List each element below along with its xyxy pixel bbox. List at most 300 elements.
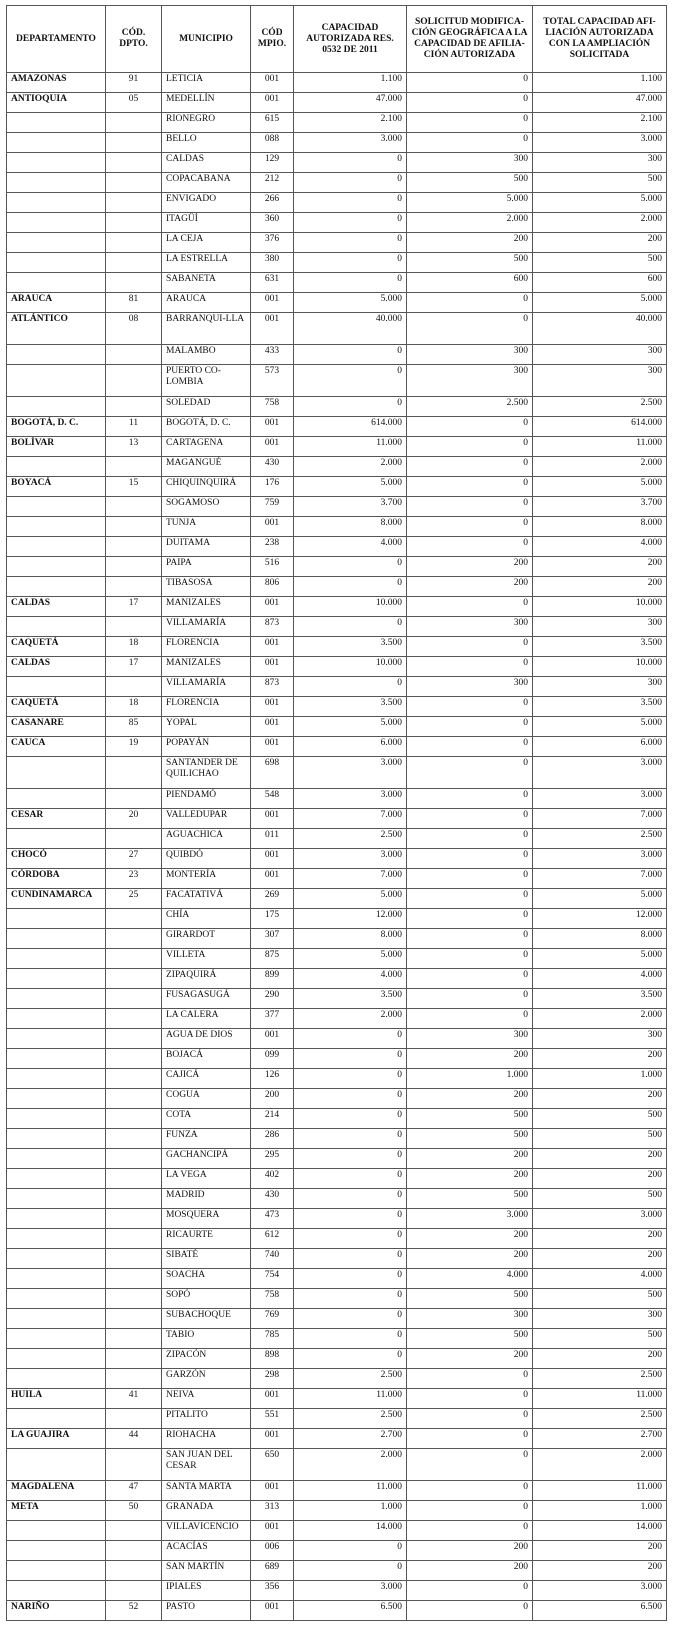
total-cell: 2.000 [533, 1449, 667, 1481]
table-row [7, 969, 667, 989]
total-cell: 200 [533, 1541, 667, 1561]
cod-dpto-cell [106, 1541, 162, 1561]
solicitud-cell: 0 [407, 1601, 533, 1621]
cod-mpio-cell: 758 [251, 1289, 294, 1309]
cod-mpio-cell: 001 [251, 869, 294, 889]
departamento-cell [7, 1249, 106, 1269]
capacidad-cell: 0 [294, 1229, 407, 1249]
total-cell: 300 [533, 1029, 667, 1049]
total-cell: 2.500 [533, 829, 667, 849]
total-cell: 5.000 [533, 717, 667, 737]
municipio-cell: BARRANQUI-LLA [162, 313, 251, 345]
capacidad-cell: 614.000 [294, 417, 407, 437]
table-row [7, 577, 667, 597]
total-cell: 5.000 [533, 949, 667, 969]
solicitud-cell: 300 [407, 617, 533, 637]
municipio-cell: LA CALERA [162, 1009, 251, 1029]
departamento-cell [7, 345, 106, 365]
total-cell: 3.000 [533, 789, 667, 809]
municipio-cell: CALDAS [162, 153, 251, 173]
solicitud-cell: 0 [407, 133, 533, 153]
cod-dpto-cell [106, 757, 162, 789]
departamento-cell [7, 1409, 106, 1429]
cod-mpio-cell: 380 [251, 253, 294, 273]
municipio-cell: COGUA [162, 1089, 251, 1109]
capacidad-cell: 5.000 [294, 889, 407, 909]
capacidad-cell: 0 [294, 365, 407, 397]
departamento-cell [7, 1449, 106, 1481]
capacidad-cell: 0 [294, 1049, 407, 1069]
capacidad-cell: 0 [294, 1029, 407, 1049]
cod-dpto-cell [106, 617, 162, 637]
solicitud-cell: 0 [407, 457, 533, 477]
cod-dpto-cell [106, 365, 162, 397]
capacidad-cell: 8.000 [294, 929, 407, 949]
municipio-cell: PITALITO [162, 1409, 251, 1429]
cod-mpio-cell: 769 [251, 1309, 294, 1329]
total-cell: 1.100 [533, 73, 667, 93]
departamento-cell [7, 1229, 106, 1249]
cod-dpto-cell [106, 677, 162, 697]
table-row [7, 477, 667, 497]
table-row [7, 213, 667, 233]
table-row [7, 1269, 667, 1289]
municipio-cell: AGUACHICA [162, 829, 251, 849]
solicitud-cell: 0 [407, 477, 533, 497]
total-cell: 1.000 [533, 1501, 667, 1521]
cod-mpio-cell: 212 [251, 173, 294, 193]
solicitud-cell: 600 [407, 273, 533, 293]
municipio-cell: SAN MARTÍN [162, 1561, 251, 1581]
municipio-cell: VILLETA [162, 949, 251, 969]
total-cell: 200 [533, 1089, 667, 1109]
cod-mpio-cell: 875 [251, 949, 294, 969]
capacidad-cell: 0 [294, 345, 407, 365]
total-cell: 500 [533, 1289, 667, 1309]
capacidad-cell: 3.500 [294, 697, 407, 717]
municipio-cell: POPAYÁN [162, 737, 251, 757]
table-row [7, 989, 667, 1009]
cod-dpto-cell [106, 173, 162, 193]
solicitud-cell: 0 [407, 293, 533, 313]
table-row [7, 1449, 667, 1481]
capacidad-cell: 14.000 [294, 1521, 407, 1541]
table-row [7, 1561, 667, 1581]
solicitud-cell: 500 [407, 173, 533, 193]
municipio-cell: DUITAMA [162, 537, 251, 557]
table-row [7, 417, 667, 437]
capacidad-cell: 7.000 [294, 869, 407, 889]
municipio-cell: MANIZALES [162, 597, 251, 617]
total-cell: 4.000 [533, 537, 667, 557]
table-row [7, 1249, 667, 1269]
solicitud-cell: 200 [407, 1149, 533, 1169]
capacidad-cell: 3.000 [294, 849, 407, 869]
capacidad-cell: 2.500 [294, 1369, 407, 1389]
solicitud-cell: 200 [407, 1249, 533, 1269]
total-cell: 2.000 [533, 1009, 667, 1029]
municipio-cell: PUERTO CO-LOMBIA [162, 365, 251, 397]
cod-dpto-cell [106, 557, 162, 577]
cod-mpio-cell: 899 [251, 969, 294, 989]
total-cell: 300 [533, 365, 667, 397]
solicitud-cell: 0 [407, 1481, 533, 1501]
table-row [7, 1009, 667, 1029]
total-cell: 47.000 [533, 93, 667, 113]
municipio-cell: FUNZA [162, 1129, 251, 1149]
capacidad-cell: 7.000 [294, 809, 407, 829]
table-row [7, 1109, 667, 1129]
capacidad-cell: 0 [294, 173, 407, 193]
table-row [7, 293, 667, 313]
total-cell: 4.000 [533, 969, 667, 989]
cod-mpio-cell: 001 [251, 293, 294, 313]
solicitud-cell: 0 [407, 889, 533, 909]
solicitud-cell: 0 [407, 757, 533, 789]
departamento-cell [7, 1049, 106, 1069]
capacidad-cell: 5.000 [294, 477, 407, 497]
solicitud-cell: 0 [407, 849, 533, 869]
table-row [7, 757, 667, 789]
municipio-cell: YOPAL [162, 717, 251, 737]
solicitud-cell: 0 [407, 869, 533, 889]
cod-dpto-cell [106, 133, 162, 153]
total-cell: 200 [533, 577, 667, 597]
solicitud-cell: 0 [407, 929, 533, 949]
municipio-cell: CARTAGENA [162, 437, 251, 457]
solicitud-cell: 0 [407, 809, 533, 829]
departamento-cell: BOLÍVAR [7, 437, 106, 457]
solicitud-cell: 0 [407, 717, 533, 737]
cod-mpio-cell: 430 [251, 457, 294, 477]
municipio-cell: VILLAVICENCIO [162, 1521, 251, 1541]
capacidad-cell: 0 [294, 153, 407, 173]
cod-dpto-cell: 17 [106, 597, 162, 617]
departamento-cell [7, 789, 106, 809]
municipio-cell: QUIBDÓ [162, 849, 251, 869]
solicitud-cell: 0 [407, 829, 533, 849]
solicitud-cell: 3.000 [407, 1209, 533, 1229]
municipio-cell: MALAMBO [162, 345, 251, 365]
capacidad-cell: 0 [294, 617, 407, 637]
total-cell: 3.000 [533, 1581, 667, 1601]
departamento-cell: MAGDALENA [7, 1481, 106, 1501]
capacidad-cell: 4.000 [294, 969, 407, 989]
header-solicitud-modificacion: SOLICITUD MODIFICA-CIÓN GEOGRÁFICA A LA CAPACIDAD DE AFILIA-CIÓN AUTORIZADA [407, 6, 533, 73]
table-row [7, 437, 667, 457]
capacidad-cell: 3.500 [294, 637, 407, 657]
cod-dpto-cell [106, 577, 162, 597]
cod-dpto-cell [106, 1189, 162, 1209]
departamento-cell: HUILA [7, 1389, 106, 1409]
cod-mpio-cell: 376 [251, 233, 294, 253]
cod-mpio-cell: 001 [251, 1521, 294, 1541]
table-row [7, 849, 667, 869]
departamento-cell [7, 1149, 106, 1169]
solicitud-cell: 500 [407, 1129, 533, 1149]
solicitud-cell: 0 [407, 789, 533, 809]
departamento-cell [7, 253, 106, 273]
municipio-cell: RICAURTE [162, 1229, 251, 1249]
municipio-cell: MAGANGUÉ [162, 457, 251, 477]
cod-dpto-cell [106, 1289, 162, 1309]
capacidad-cell: 6.500 [294, 1601, 407, 1621]
cod-mpio-cell: 573 [251, 365, 294, 397]
cod-dpto-cell [106, 1129, 162, 1149]
capacidad-cell: 10.000 [294, 657, 407, 677]
departamento-cell [7, 173, 106, 193]
capacidad-cell: 1.100 [294, 73, 407, 93]
cod-mpio-cell: 200 [251, 1089, 294, 1109]
municipio-cell: IPIALES [162, 1581, 251, 1601]
municipio-cell: PAIPA [162, 557, 251, 577]
departamento-cell [7, 1561, 106, 1581]
capacidad-cell: 6.000 [294, 737, 407, 757]
table-row [7, 889, 667, 909]
cod-mpio-cell: 001 [251, 517, 294, 537]
cod-dpto-cell: 41 [106, 1389, 162, 1409]
capacidad-cell: 8.000 [294, 517, 407, 537]
municipio-cell: SAN JUAN DEL CESAR [162, 1449, 251, 1481]
capacidad-cell: 0 [294, 1209, 407, 1229]
capacidad-cell: 11.000 [294, 1481, 407, 1501]
solicitud-cell: 4.000 [407, 1269, 533, 1289]
municipio-cell: ARAUCA [162, 293, 251, 313]
cod-mpio-cell: 307 [251, 929, 294, 949]
cod-dpto-cell [106, 253, 162, 273]
table-row [7, 73, 667, 93]
solicitud-cell: 0 [407, 989, 533, 1009]
total-cell: 2.100 [533, 113, 667, 133]
solicitud-cell: 200 [407, 1049, 533, 1069]
total-cell: 14.000 [533, 1521, 667, 1541]
cod-dpto-cell [106, 1209, 162, 1229]
municipio-cell: BELLO [162, 133, 251, 153]
table-row [7, 809, 667, 829]
cod-mpio-cell: 295 [251, 1149, 294, 1169]
total-cell: 300 [533, 153, 667, 173]
solicitud-cell: 0 [407, 113, 533, 133]
cod-dpto-cell: 18 [106, 637, 162, 657]
capacidad-cell: 2.000 [294, 1009, 407, 1029]
departamento-cell [7, 757, 106, 789]
departamento-cell: CESAR [7, 809, 106, 829]
table-row [7, 869, 667, 889]
total-cell: 5.000 [533, 889, 667, 909]
cod-mpio-cell: 286 [251, 1129, 294, 1149]
total-cell: 8.000 [533, 929, 667, 949]
municipio-cell: COPACABANA [162, 173, 251, 193]
capacidad-cell: 0 [294, 1249, 407, 1269]
header-total-capacidad: TOTAL CAPACIDAD AFI-LIACIÓN AUTORIZADA CON LA AMPLIACIÓN SOLICITADA [533, 6, 667, 73]
table-row [7, 1189, 667, 1209]
table-row [7, 233, 667, 253]
total-cell: 200 [533, 1169, 667, 1189]
total-cell: 3.000 [533, 133, 667, 153]
cod-mpio-cell: 001 [251, 1389, 294, 1409]
capacidad-cell: 0 [294, 1269, 407, 1289]
cod-mpio-cell: 650 [251, 1449, 294, 1481]
cod-dpto-cell [106, 1561, 162, 1581]
departamento-cell: BOYACÁ [7, 477, 106, 497]
total-cell: 3.000 [533, 1209, 667, 1229]
municipio-cell: ACACÍAS [162, 1541, 251, 1561]
municipio-cell: FUSAGASUGÁ [162, 989, 251, 1009]
municipio-cell: MEDELLÍN [162, 93, 251, 113]
total-cell: 11.000 [533, 1389, 667, 1409]
municipio-cell: PIENDAMÓ [162, 789, 251, 809]
cod-dpto-cell: 47 [106, 1481, 162, 1501]
departamento-cell [7, 233, 106, 253]
capacidad-cell: 0 [294, 677, 407, 697]
cod-mpio-cell: 430 [251, 1189, 294, 1209]
municipio-cell: ZIPAQUIRÁ [162, 969, 251, 989]
capacidad-cell: 0 [294, 1561, 407, 1581]
table-row [7, 657, 667, 677]
cod-mpio-cell: 001 [251, 737, 294, 757]
table-row [7, 1329, 667, 1349]
cod-mpio-cell: 001 [251, 637, 294, 657]
departamento-cell [7, 1581, 106, 1601]
solicitud-cell: 200 [407, 577, 533, 597]
total-cell: 5.000 [533, 293, 667, 313]
table-row [7, 1049, 667, 1069]
table-row [7, 909, 667, 929]
cod-dpto-cell: 15 [106, 477, 162, 497]
municipio-cell: SANTANDER DE QUILICHAO [162, 757, 251, 789]
solicitud-cell: 0 [407, 697, 533, 717]
capacidad-cell: 5.000 [294, 717, 407, 737]
cod-mpio-cell: 001 [251, 417, 294, 437]
cod-mpio-cell: 175 [251, 909, 294, 929]
municipio-cell: GACHANCIPÁ [162, 1149, 251, 1169]
capacidad-cell: 2.000 [294, 1449, 407, 1481]
table-row [7, 1309, 667, 1329]
table-row [7, 365, 667, 397]
cod-dpto-cell: 18 [106, 697, 162, 717]
departamento-cell [7, 1109, 106, 1129]
cod-mpio-cell: 001 [251, 93, 294, 113]
capacidad-cell: 3.700 [294, 497, 407, 517]
cod-dpto-cell [106, 829, 162, 849]
total-cell: 5.000 [533, 477, 667, 497]
total-cell: 200 [533, 1249, 667, 1269]
header-cod-dpto: CÓD. DPTO. [106, 6, 162, 73]
municipio-cell: VALLEDUPAR [162, 809, 251, 829]
cod-dpto-cell [106, 193, 162, 213]
table-row [7, 1209, 667, 1229]
departamento-cell [7, 1029, 106, 1049]
departamento-cell [7, 1169, 106, 1189]
cod-dpto-cell: 50 [106, 1501, 162, 1521]
solicitud-cell: 0 [407, 637, 533, 657]
departamento-cell [7, 909, 106, 929]
cod-mpio-cell: 001 [251, 1601, 294, 1621]
total-cell: 7.000 [533, 869, 667, 889]
table-row [7, 1029, 667, 1049]
departamento-cell: CAUCA [7, 737, 106, 757]
total-cell: 200 [533, 1561, 667, 1581]
capacidad-cell: 10.000 [294, 597, 407, 617]
cod-dpto-cell [106, 1089, 162, 1109]
total-cell: 1.000 [533, 1069, 667, 1089]
solicitud-cell: 200 [407, 1561, 533, 1581]
solicitud-cell: 200 [407, 1229, 533, 1249]
capacidad-cell: 0 [294, 273, 407, 293]
total-cell: 3.500 [533, 697, 667, 717]
total-cell: 500 [533, 173, 667, 193]
solicitud-cell: 0 [407, 1501, 533, 1521]
header-cod-mpio: CÓD MPIO. [251, 6, 294, 73]
cod-dpto-cell: 23 [106, 869, 162, 889]
capacidad-cell: 0 [294, 233, 407, 253]
municipio-cell: BOJACÁ [162, 1049, 251, 1069]
cod-mpio-cell: 126 [251, 1069, 294, 1089]
departamento-cell: CHOCÓ [7, 849, 106, 869]
cod-mpio-cell: 898 [251, 1349, 294, 1369]
cod-mpio-cell: 001 [251, 1481, 294, 1501]
departamento-cell [7, 1541, 106, 1561]
cod-dpto-cell [106, 397, 162, 417]
cod-dpto-cell: 19 [106, 737, 162, 757]
solicitud-cell: 2.000 [407, 213, 533, 233]
solicitud-cell: 200 [407, 557, 533, 577]
municipio-cell: RIOHACHA [162, 1429, 251, 1449]
municipio-cell: ZIPACÓN [162, 1349, 251, 1369]
total-cell: 300 [533, 617, 667, 637]
departamento-cell: CAQUETÁ [7, 637, 106, 657]
cod-dpto-cell [106, 1009, 162, 1029]
capacidad-cell: 0 [294, 1089, 407, 1109]
total-cell: 6.000 [533, 737, 667, 757]
capacidad-cell: 0 [294, 397, 407, 417]
cod-dpto-cell: 17 [106, 657, 162, 677]
total-cell: 500 [533, 1109, 667, 1129]
municipio-cell: LETICIA [162, 73, 251, 93]
solicitud-cell: 300 [407, 1029, 533, 1049]
total-cell: 500 [533, 253, 667, 273]
total-cell: 300 [533, 345, 667, 365]
capacidad-cell: 0 [294, 1069, 407, 1089]
departamento-cell: NARIÑO [7, 1601, 106, 1621]
table-row [7, 697, 667, 717]
table-row [7, 1349, 667, 1369]
table-row [7, 1229, 667, 1249]
solicitud-cell: 0 [407, 73, 533, 93]
municipio-cell: BOGOTÁ, D. C. [162, 417, 251, 437]
municipio-cell: NEIVA [162, 1389, 251, 1409]
capacity-table [6, 5, 667, 1621]
table-row [7, 397, 667, 417]
departamento-cell: LA GUAJIRA [7, 1429, 106, 1449]
total-cell: 5.000 [533, 193, 667, 213]
municipio-cell: GRANADA [162, 1501, 251, 1521]
departamento-cell [7, 1209, 106, 1229]
cod-dpto-cell [106, 1229, 162, 1249]
municipio-cell: MOSQUERA [162, 1209, 251, 1229]
departamento-cell: ARAUCA [7, 293, 106, 313]
cod-mpio-cell: 356 [251, 1581, 294, 1601]
municipio-cell: TUNJA [162, 517, 251, 537]
solicitud-cell: 500 [407, 1329, 533, 1349]
municipio-cell: FACATATIVÁ [162, 889, 251, 909]
capacidad-cell: 2.500 [294, 829, 407, 849]
capacidad-cell: 0 [294, 1149, 407, 1169]
capacidad-cell: 11.000 [294, 437, 407, 457]
cod-dpto-cell: 44 [106, 1429, 162, 1449]
cod-dpto-cell: 08 [106, 313, 162, 345]
solicitud-cell: 0 [407, 437, 533, 457]
